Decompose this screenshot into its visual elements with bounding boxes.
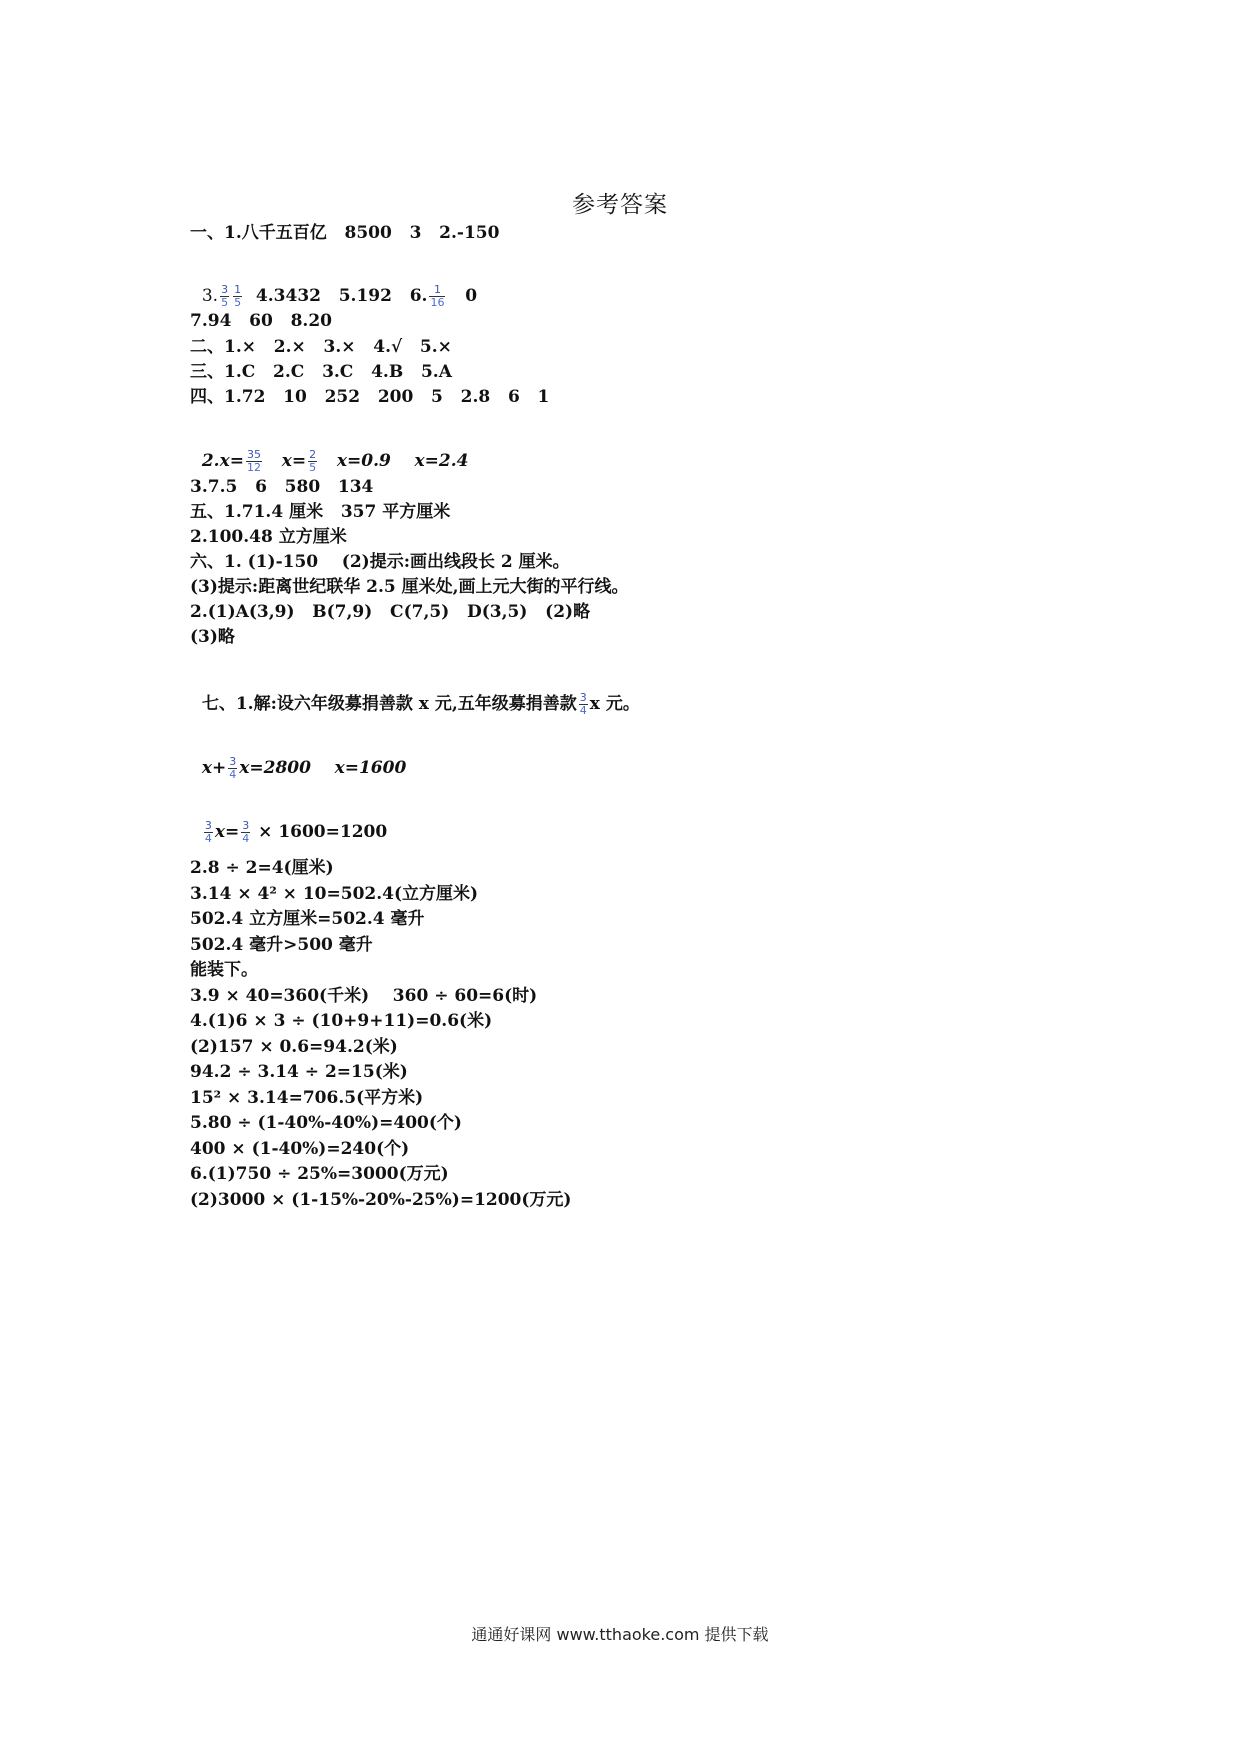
answer-s6-line1: 六、1. (1)-150 (2)提示:画出线段长 2 厘米。	[190, 552, 570, 572]
fraction	[220, 284, 229, 309]
denominator: 12	[246, 461, 261, 474]
fraction	[204, 820, 213, 845]
answer-s7-line3	[190, 798, 387, 845]
s7-a-post: x 元。	[589, 694, 640, 714]
answer-s7-item: 94.2 ÷ 3.14 ÷ 2=15(米)	[190, 1062, 408, 1082]
numerator: 1	[234, 283, 242, 296]
denominator: 4	[579, 704, 587, 717]
s1-b-pre: 3.	[201, 286, 219, 306]
answer-s5-line2: 2.100.48 立方厘米	[190, 527, 347, 547]
answer-s2: 二、1.× 2.× 3.× 4.√ 5.×	[190, 337, 452, 357]
answer-s1-line2	[190, 262, 477, 309]
answer-s7-item: 2.8 ÷ 2=4(厘米)	[190, 858, 334, 878]
denominator: 5	[234, 296, 242, 309]
s7-c-post: × 1600=1200	[252, 822, 388, 842]
denominator: 4	[229, 768, 237, 781]
answer-s7-item: (2)3000 × (1-15%-20%-25%)=1200(万元)	[190, 1190, 572, 1210]
denominator: 4	[242, 832, 250, 845]
numerator: 3	[221, 283, 229, 296]
answer-s7-line1	[190, 670, 640, 717]
fraction	[579, 692, 588, 717]
answer-s7-item: 4.(1)6 × 3 ÷ (10+9+11)=0.6(米)	[190, 1011, 493, 1031]
answer-s6-line4: (3)略	[190, 627, 235, 647]
numerator: 3	[204, 819, 212, 832]
fraction	[429, 284, 445, 309]
numerator: 1	[429, 284, 445, 297]
answer-s7-line2	[190, 734, 406, 781]
answer-s7-item: 502.4 立方厘米=502.4 毫升	[190, 909, 425, 929]
answer-s4-line2	[190, 427, 468, 474]
s7-c-mid: x=	[214, 822, 240, 842]
numerator: 35	[246, 448, 261, 461]
page-title: 参考答案	[572, 192, 668, 218]
answer-s1-line3: 7.94 60 8.20	[190, 311, 332, 331]
answer-s7-item: 15² × 3.14=706.5(平方米)	[190, 1088, 424, 1108]
denominator: 5	[221, 296, 229, 309]
answer-s7-item: (2)157 × 0.6=94.2(米)	[190, 1037, 398, 1057]
fraction	[246, 449, 262, 474]
s4-b-mid: x=	[263, 451, 307, 471]
denominator: 4	[204, 832, 212, 845]
answer-s7-item: 3.9 × 40=360(千米) 360 ÷ 60=6(时)	[190, 986, 538, 1006]
answer-s3: 三、1.C 2.C 3.C 4.B 5.A	[190, 362, 452, 382]
numerator: 3	[579, 691, 587, 704]
answer-s7-item: 502.4 毫升>500 毫升	[190, 935, 373, 955]
answer-s1-line1: 一、1.八千五百亿 8500 3 2.-150	[190, 223, 500, 243]
s4-b-post: x=0.9 x=2.4	[319, 451, 469, 471]
fraction	[308, 449, 317, 474]
footer-source-text: 通通好课网 www.tthaoke.com 提供下载	[471, 1625, 769, 1644]
s4-b-pre: 2.x=	[201, 451, 244, 471]
answer-s7-item: 5.80 ÷ (1-40%-40%)=400(个)	[190, 1113, 462, 1133]
denominator: 16	[430, 296, 445, 309]
answer-s5-line1: 五、1.71.4 厘米 357 平方厘米	[190, 502, 451, 522]
s7-b-pre: x+	[201, 758, 227, 778]
denominator: 5	[309, 461, 317, 474]
numerator: 3	[242, 819, 250, 832]
answer-s7-item: 6.(1)750 ÷ 25%=3000(万元)	[190, 1164, 449, 1184]
answer-s7-item: 能装下。	[190, 960, 258, 980]
s7-a-pre: 七、1.解:设六年级募捐善款 x 元,五年级募捐善款	[201, 694, 577, 714]
s1-b-post: 0	[447, 286, 478, 306]
numerator: 3	[229, 755, 237, 768]
answer-s7-item: 3.14 × 4² × 10=502.4(立方厘米)	[190, 884, 479, 904]
answer-s6-line3: 2.(1)A(3,9) B(7,9) C(7,5) D(3,5) (2)略	[190, 602, 591, 622]
s7-b-post: x=2800 x=1600	[239, 758, 407, 778]
fraction	[228, 756, 237, 781]
fraction	[241, 820, 250, 845]
answer-s4-line1: 四、1.72 10 252 200 5 2.8 6 1	[190, 387, 550, 407]
s1-b-mid: 4.3432 5.192 6.	[244, 286, 428, 306]
answer-s6-line2: (3)提示:距离世纪联华 2.5 厘米处,画上元大街的平行线。	[190, 577, 629, 597]
answer-s7-item: 400 × (1-40%)=240(个)	[190, 1139, 410, 1159]
numerator: 2	[309, 448, 317, 461]
fraction	[233, 284, 242, 309]
answer-s4-line3: 3.7.5 6 580 134	[190, 477, 374, 497]
